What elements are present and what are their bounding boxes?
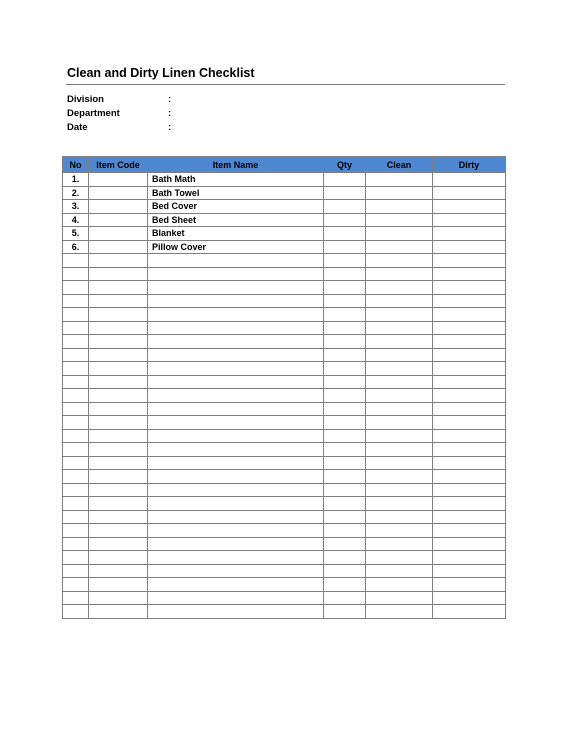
cell-item-code: [89, 227, 148, 241]
meta-colon: :: [168, 108, 172, 119]
cell-item-code: [89, 254, 148, 268]
cell-qty: [324, 389, 366, 403]
cell-qty: [324, 524, 366, 538]
cell-clean: [366, 267, 433, 281]
cell-item-code: [89, 389, 148, 403]
cell-dirty: [433, 227, 506, 241]
table-row: [63, 186, 506, 200]
cell-qty: [324, 375, 366, 389]
cell-item-code: [89, 497, 148, 511]
cell-clean: [366, 281, 433, 295]
cell-item-code: [89, 605, 148, 619]
cell-item-name: [148, 551, 324, 565]
cell-no: [63, 605, 89, 619]
meta-row-division: [67, 93, 267, 107]
cell-qty: [324, 510, 366, 524]
cell-item-name: Bed Sheet: [148, 213, 324, 227]
header-qty: Qty: [324, 157, 366, 173]
table-row: [63, 281, 506, 295]
table-row: [63, 537, 506, 551]
cell-clean: [366, 362, 433, 376]
cell-no: [63, 389, 89, 403]
cell-item-name: [148, 335, 324, 349]
cell-no: [63, 308, 89, 322]
cell-clean: [366, 348, 433, 362]
table-row: [63, 173, 506, 187]
cell-no: [63, 483, 89, 497]
cell-qty: [324, 497, 366, 511]
cell-no: 1.: [63, 173, 89, 187]
cell-qty: [324, 173, 366, 187]
cell-clean: [366, 591, 433, 605]
cell-qty: [324, 321, 366, 335]
cell-no: 2.: [63, 186, 89, 200]
cell-no: [63, 591, 89, 605]
cell-qty: [324, 456, 366, 470]
cell-qty: [324, 200, 366, 214]
cell-item-code: [89, 173, 148, 187]
cell-item-code: [89, 510, 148, 524]
cell-dirty: [433, 348, 506, 362]
cell-item-name: [148, 524, 324, 538]
cell-item-code: [89, 429, 148, 443]
cell-clean: [366, 308, 433, 322]
cell-item-code: [89, 186, 148, 200]
cell-item-code: [89, 470, 148, 484]
cell-dirty: [433, 578, 506, 592]
cell-no: 6.: [63, 240, 89, 254]
cell-item-name: [148, 443, 324, 457]
cell-clean: [366, 335, 433, 349]
cell-clean: [366, 510, 433, 524]
cell-item-name: [148, 483, 324, 497]
cell-no: [63, 537, 89, 551]
cell-dirty: [433, 389, 506, 403]
cell-clean: [366, 564, 433, 578]
table-row: [63, 348, 506, 362]
cell-item-name: [148, 375, 324, 389]
cell-item-code: [89, 564, 148, 578]
table-row: [63, 227, 506, 241]
table-row: [63, 200, 506, 214]
meta-colon: :: [168, 122, 172, 133]
table-row: [63, 470, 506, 484]
cell-clean: [366, 254, 433, 268]
table-row: [63, 443, 506, 457]
title-divider: [66, 84, 505, 85]
cell-clean: [366, 375, 433, 389]
cell-clean: [366, 240, 433, 254]
table-row: [63, 497, 506, 511]
cell-item-code: [89, 213, 148, 227]
cell-dirty: [433, 564, 506, 578]
cell-dirty: [433, 605, 506, 619]
cell-dirty: [433, 591, 506, 605]
cell-dirty: [433, 483, 506, 497]
cell-clean: [366, 402, 433, 416]
cell-item-code: [89, 335, 148, 349]
cell-qty: [324, 564, 366, 578]
cell-no: [63, 443, 89, 457]
cell-qty: [324, 335, 366, 349]
cell-item-name: Blanket: [148, 227, 324, 241]
cell-dirty: [433, 537, 506, 551]
cell-clean: [366, 213, 433, 227]
cell-dirty: [433, 240, 506, 254]
table-row: [63, 456, 506, 470]
cell-dirty: [433, 213, 506, 227]
table-row: [63, 483, 506, 497]
table-row: [63, 308, 506, 322]
cell-no: [63, 254, 89, 268]
cell-clean: [366, 227, 433, 241]
cell-dirty: [433, 335, 506, 349]
cell-clean: [366, 524, 433, 538]
table-row: [63, 564, 506, 578]
cell-no: 5.: [63, 227, 89, 241]
cell-dirty: [433, 281, 506, 295]
cell-dirty: [433, 294, 506, 308]
cell-item-code: [89, 443, 148, 457]
cell-qty: [324, 186, 366, 200]
cell-qty: [324, 591, 366, 605]
meta-label: Date: [67, 122, 88, 133]
cell-clean: [366, 605, 433, 619]
table-row: [63, 591, 506, 605]
table-row: [63, 429, 506, 443]
cell-dirty: [433, 254, 506, 268]
cell-qty: [324, 308, 366, 322]
cell-item-name: [148, 537, 324, 551]
cell-qty: [324, 483, 366, 497]
cell-item-name: Bath Towel: [148, 186, 324, 200]
cell-no: [63, 348, 89, 362]
cell-no: [63, 402, 89, 416]
cell-dirty: [433, 443, 506, 457]
table-row: [63, 510, 506, 524]
cell-qty: [324, 267, 366, 281]
meta-label: Division: [67, 94, 104, 105]
cell-dirty: [433, 186, 506, 200]
cell-item-name: [148, 308, 324, 322]
cell-item-name: [148, 510, 324, 524]
cell-item-name: [148, 402, 324, 416]
table-row: [63, 605, 506, 619]
cell-item-name: [148, 267, 324, 281]
cell-clean: [366, 551, 433, 565]
cell-item-code: [89, 240, 148, 254]
cell-dirty: [433, 321, 506, 335]
table-row: [63, 335, 506, 349]
cell-item-code: [89, 416, 148, 430]
meta-colon: :: [168, 94, 172, 105]
cell-qty: [324, 348, 366, 362]
cell-item-code: [89, 308, 148, 322]
cell-item-name: [148, 348, 324, 362]
table-row: [63, 402, 506, 416]
table-row: [63, 578, 506, 592]
cell-clean: [366, 173, 433, 187]
cell-clean: [366, 483, 433, 497]
header-item-name: Item Name: [148, 157, 324, 173]
cell-clean: [366, 497, 433, 511]
cell-clean: [366, 578, 433, 592]
table-row: [63, 321, 506, 335]
cell-item-code: [89, 537, 148, 551]
cell-item-code: [89, 267, 148, 281]
cell-no: [63, 281, 89, 295]
cell-no: 4.: [63, 213, 89, 227]
cell-no: [63, 335, 89, 349]
meta-label: Department: [67, 108, 120, 119]
table-row: [63, 254, 506, 268]
cell-clean: [366, 321, 433, 335]
cell-item-code: [89, 591, 148, 605]
cell-qty: [324, 402, 366, 416]
cell-clean: [366, 200, 433, 214]
cell-item-name: [148, 321, 324, 335]
cell-no: [63, 551, 89, 565]
cell-no: [63, 510, 89, 524]
cell-no: [63, 497, 89, 511]
cell-qty: [324, 429, 366, 443]
cell-item-name: [148, 605, 324, 619]
meta-row-date: [67, 121, 267, 135]
cell-item-name: [148, 578, 324, 592]
cell-item-name: [148, 389, 324, 403]
cell-no: [63, 294, 89, 308]
cell-dirty: [433, 416, 506, 430]
header-clean: Clean: [366, 157, 433, 173]
cell-clean: [366, 416, 433, 430]
meta-fields: [67, 93, 267, 135]
cell-no: [63, 456, 89, 470]
cell-clean: [366, 456, 433, 470]
cell-item-name: [148, 470, 324, 484]
cell-item-code: [89, 456, 148, 470]
header-item-code: Item Code: [89, 157, 148, 173]
cell-item-code: [89, 402, 148, 416]
cell-item-name: [148, 456, 324, 470]
document-title: Clean and Dirty Linen Checklist: [67, 66, 255, 80]
cell-no: [63, 416, 89, 430]
cell-item-code: [89, 281, 148, 295]
cell-item-code: [89, 551, 148, 565]
cell-clean: [366, 537, 433, 551]
cell-item-code: [89, 362, 148, 376]
cell-item-code: [89, 348, 148, 362]
cell-item-name: Pillow Cover: [148, 240, 324, 254]
cell-item-name: Bed Cover: [148, 200, 324, 214]
table-row: [63, 551, 506, 565]
cell-dirty: [433, 497, 506, 511]
table-row: [63, 362, 506, 376]
cell-qty: [324, 605, 366, 619]
cell-qty: [324, 254, 366, 268]
cell-qty: [324, 240, 366, 254]
cell-dirty: [433, 429, 506, 443]
cell-item-code: [89, 321, 148, 335]
cell-item-name: [148, 497, 324, 511]
cell-item-name: [148, 254, 324, 268]
cell-qty: [324, 537, 366, 551]
cell-qty: [324, 443, 366, 457]
cell-dirty: [433, 375, 506, 389]
cell-clean: [366, 389, 433, 403]
cell-no: [63, 564, 89, 578]
table-row: [63, 375, 506, 389]
cell-no: [63, 470, 89, 484]
cell-qty: [324, 281, 366, 295]
cell-dirty: [433, 173, 506, 187]
cell-no: [63, 524, 89, 538]
cell-dirty: [433, 308, 506, 322]
cell-item-name: [148, 362, 324, 376]
cell-dirty: [433, 551, 506, 565]
cell-no: [63, 362, 89, 376]
cell-qty: [324, 416, 366, 430]
cell-item-code: [89, 524, 148, 538]
table-body: [63, 173, 506, 619]
cell-item-code: [89, 483, 148, 497]
cell-clean: [366, 429, 433, 443]
cell-dirty: [433, 456, 506, 470]
cell-dirty: [433, 524, 506, 538]
cell-clean: [366, 186, 433, 200]
cell-qty: [324, 551, 366, 565]
cell-item-name: [148, 564, 324, 578]
cell-dirty: [433, 200, 506, 214]
cell-item-code: [89, 200, 148, 214]
cell-item-name: [148, 294, 324, 308]
cell-clean: [366, 443, 433, 457]
cell-dirty: [433, 510, 506, 524]
meta-row-department: [67, 107, 267, 121]
header-no: No: [63, 157, 89, 173]
cell-clean: [366, 470, 433, 484]
table-row: [63, 267, 506, 281]
cell-dirty: [433, 362, 506, 376]
cell-item-code: [89, 375, 148, 389]
cell-qty: [324, 470, 366, 484]
cell-no: [63, 321, 89, 335]
cell-dirty: [433, 267, 506, 281]
cell-item-code: [89, 578, 148, 592]
cell-qty: [324, 362, 366, 376]
cell-qty: [324, 294, 366, 308]
cell-qty: [324, 227, 366, 241]
cell-no: [63, 267, 89, 281]
cell-no: [63, 375, 89, 389]
cell-dirty: [433, 402, 506, 416]
cell-item-name: [148, 281, 324, 295]
cell-no: 3.: [63, 200, 89, 214]
cell-qty: [324, 578, 366, 592]
cell-dirty: [433, 470, 506, 484]
table-row: [63, 416, 506, 430]
cell-item-name: [148, 429, 324, 443]
cell-qty: [324, 213, 366, 227]
table-row: [63, 240, 506, 254]
cell-clean: [366, 294, 433, 308]
cell-item-name: [148, 591, 324, 605]
table-header-row: [63, 157, 506, 173]
cell-no: [63, 578, 89, 592]
table-row: [63, 389, 506, 403]
linen-checklist-table: [62, 156, 506, 619]
table-row: [63, 213, 506, 227]
cell-no: [63, 429, 89, 443]
cell-item-name: [148, 416, 324, 430]
header-dirty: Dirty: [433, 157, 506, 173]
table-row: [63, 524, 506, 538]
cell-item-code: [89, 294, 148, 308]
cell-item-name: Bath Math: [148, 173, 324, 187]
table-row: [63, 294, 506, 308]
